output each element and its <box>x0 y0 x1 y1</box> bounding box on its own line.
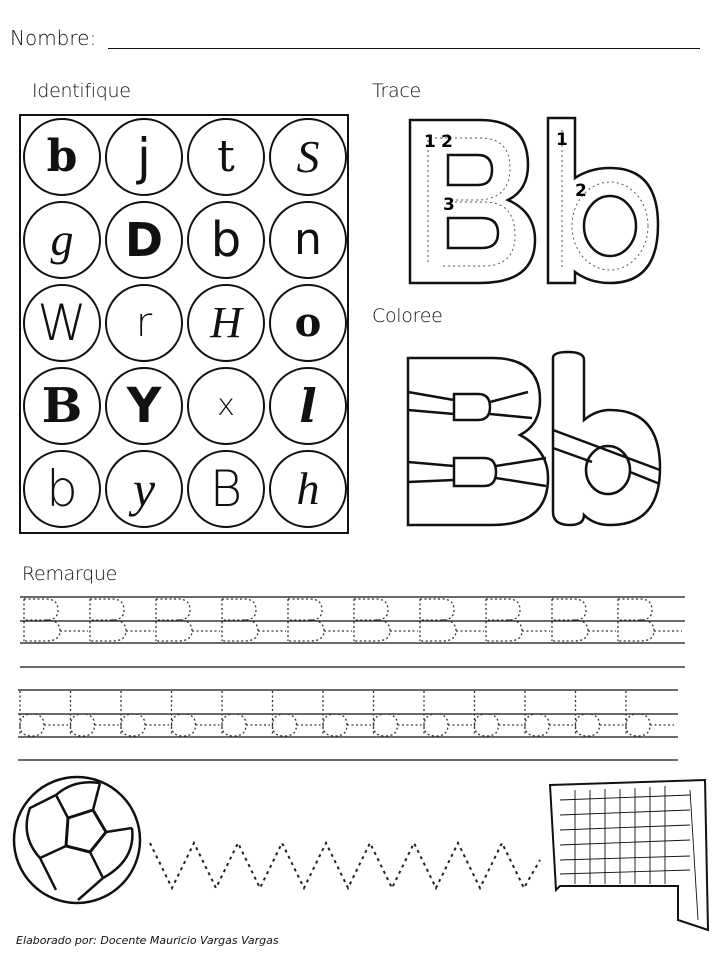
soccer-ball-icon <box>14 777 140 903</box>
identify-letter: n <box>294 214 322 265</box>
trace-number-2b: 2 <box>575 181 587 201</box>
trace-number-3: 3 <box>443 195 455 215</box>
trace-number-1b: 1 <box>556 130 568 150</box>
identify-letter: t <box>217 131 235 182</box>
identify-letter: B <box>41 378 83 434</box>
identify-letter: B <box>209 460 243 518</box>
section-identify-label: Identifique <box>32 80 131 102</box>
section-review-label: Remarque <box>22 563 118 585</box>
identify-letter: o <box>294 299 322 346</box>
identify-letter: b <box>46 131 78 182</box>
trace-number-1: 1 <box>424 132 436 152</box>
zigzag-trace-line <box>150 843 540 888</box>
identify-letter: j <box>137 128 151 186</box>
trace-number-2: 2 <box>441 132 453 152</box>
identify-letter: x <box>217 388 235 423</box>
soccer-goal-icon <box>550 780 708 930</box>
section-trace-label: Trace <box>372 80 421 102</box>
identify-letter: b <box>210 212 242 268</box>
identify-letter: W <box>37 294 87 352</box>
identify-letter: l <box>299 379 317 433</box>
identify-letter: b <box>46 460 78 518</box>
identify-letter: H <box>210 298 242 347</box>
identify-letter: Y <box>126 378 162 434</box>
identify-letter: g <box>50 214 74 265</box>
identify-letter: S <box>296 131 320 182</box>
identify-letter: y <box>132 461 156 517</box>
identify-letter: D <box>124 213 164 267</box>
identify-letter: r <box>135 300 153 346</box>
section-color-label: Coloree <box>372 305 443 327</box>
name-label: Nombre: <box>10 26 97 50</box>
identify-letter: h <box>296 463 320 514</box>
footer-credit: Elaborado por: Docente Mauricio Vargas Vargas <box>16 934 279 947</box>
